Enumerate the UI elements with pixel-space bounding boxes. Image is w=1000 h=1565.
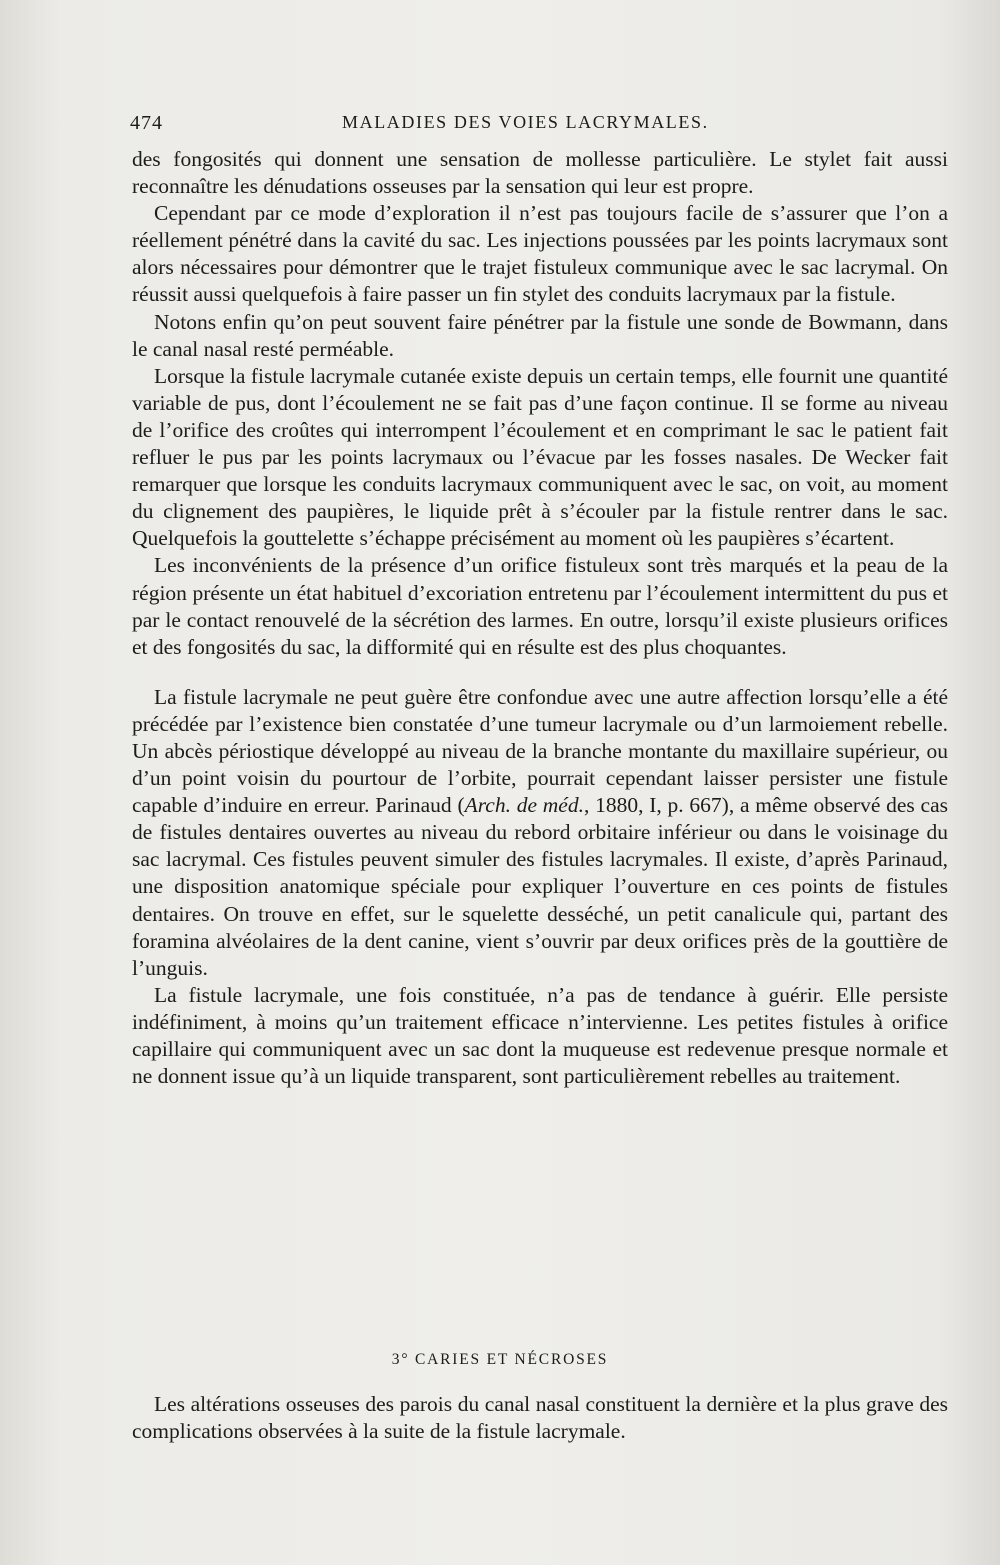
- section-heading: 3° CARIES ET NÉCROSES: [391, 1351, 609, 1368]
- paragraph-differential-diagnosis: [132, 684, 948, 982]
- paragraph: Les inconvénients de la présence d’un orifice fistuleux sont très marqués et la peau de la région présente un état habituel d’excoriation entretenu par l’écoulement intermittent du pus et par le contact renouvelé de la sécrétion des larmes. En outre, lorsqu’il existe plusieurs orifices et des fongosités du sac, la difformité qui en résulte est des plus choquantes.: [132, 553, 948, 659]
- section-text: [132, 1391, 948, 1445]
- paragraph: Lorsque la fistule lacrymale cutanée existe depuis un certain temps, elle fournit une quantité variable de pus, dont l’écoulement ne se fait pas d’une façon continue. Il se forme au niveau de l’orifice des croûtes qui interrompent l’écoulement et en comprimant le sac le patient fait refluer le pus par les points lacrymaux ou l’évacue par les fosses nasales. De Wecker fait remarquer que lorsque les conduits lacrymaux communiquent avec le sac, on voit, au moment du clignement des paupières, le liquide prêt à s’écouler par la fistule rentrer dans le sac. Quelquefois la gouttelette s’échappe précisément au moment où les paupières s’écartent.: [132, 363, 948, 551]
- paragraph: Cependant par ce mode d’exploration il n’est pas toujours facile de s’assurer que l’on a réellement pénétré dans la cavité du sac. Les injections poussées par les points lacrymaux sont alors nécessaires pour démontrer que le trajet fistuleux communique avec le sac lacrymal. On réussit aussi quelquefois à faire passer un fin stylet des conduits lacrymaux par la fistule.: [132, 201, 948, 307]
- citation-journal: Arch. de méd.: [464, 793, 584, 818]
- running-title: MALADIES DES VOIES LACRYMALES.: [342, 112, 709, 132]
- paragraph: Notons enfin qu’on peut souvent faire pénétrer par la fistule une sonde de Bowmann, dans le canal nasal resté perméable.: [132, 309, 948, 361]
- page-header: [130, 112, 950, 142]
- page-number: 474: [130, 112, 163, 134]
- paragraph-text: , 1880, I, p. 667), a même observé des cas de fistules dentaires ouvertes au niveau du rebord orbitaire inférieur ou dans le voisinage du sac lacrymal. Ces fistules peuvent simuler des fistules lacrymales. Il existe, d’après Parinaud, une disposition anatomique spéciale pour expliquer l’ouverture en ces points de fistules dentaires. On trouve en effet, sur le squelette desséché, un petit canalicule qui, partant des foramina alvéolaires de la dent canine, vient s’ouvrir par deux orifices près de la gouttière de l’unguis.: [132, 793, 949, 980]
- paragraph: des fongosités qui donnent une sensation de mollesse particulière. Le stylet fait aussi reconnaître les dénudations osseuses par la sensation qui leur est propre.: [132, 147, 948, 199]
- paragraph: Les altérations osseuses des parois du canal nasal constituent la dernière et la plus grave des complications observées à la suite de la fistule lacrymale.: [132, 1392, 948, 1444]
- paragraph-text: La fistule lacrymale ne peut guère être confondue avec une autre affection lorsqu’elle a été précédée par l’existence bien constatée d’une tumeur lacrymale ou d’un larmoiement rebelle. Un abcès périostique développé au niveau de la branche montante du maxillaire supérieur, ou d’un point voisin du pourtour de l’orbite, pourrait cependant laisser persister une fistule capable d’induire en erreur. Parinaud (: [132, 684, 948, 818]
- paragraph: La fistule lacrymale, une fois constituée, n’a pas de tendance à guérir. Elle persiste indéfiniment, à moins qu’un traitement efficace n’intervienne. Les petites fistules à orifice capillaire qui communiquent avec un sac dont la muqueuse est redevenue presque normale et ne donnent issue qu’à un liquide transparent, sont particulièrement rebelles au traitement.: [132, 982, 948, 1089]
- body-text: [132, 146, 948, 1090]
